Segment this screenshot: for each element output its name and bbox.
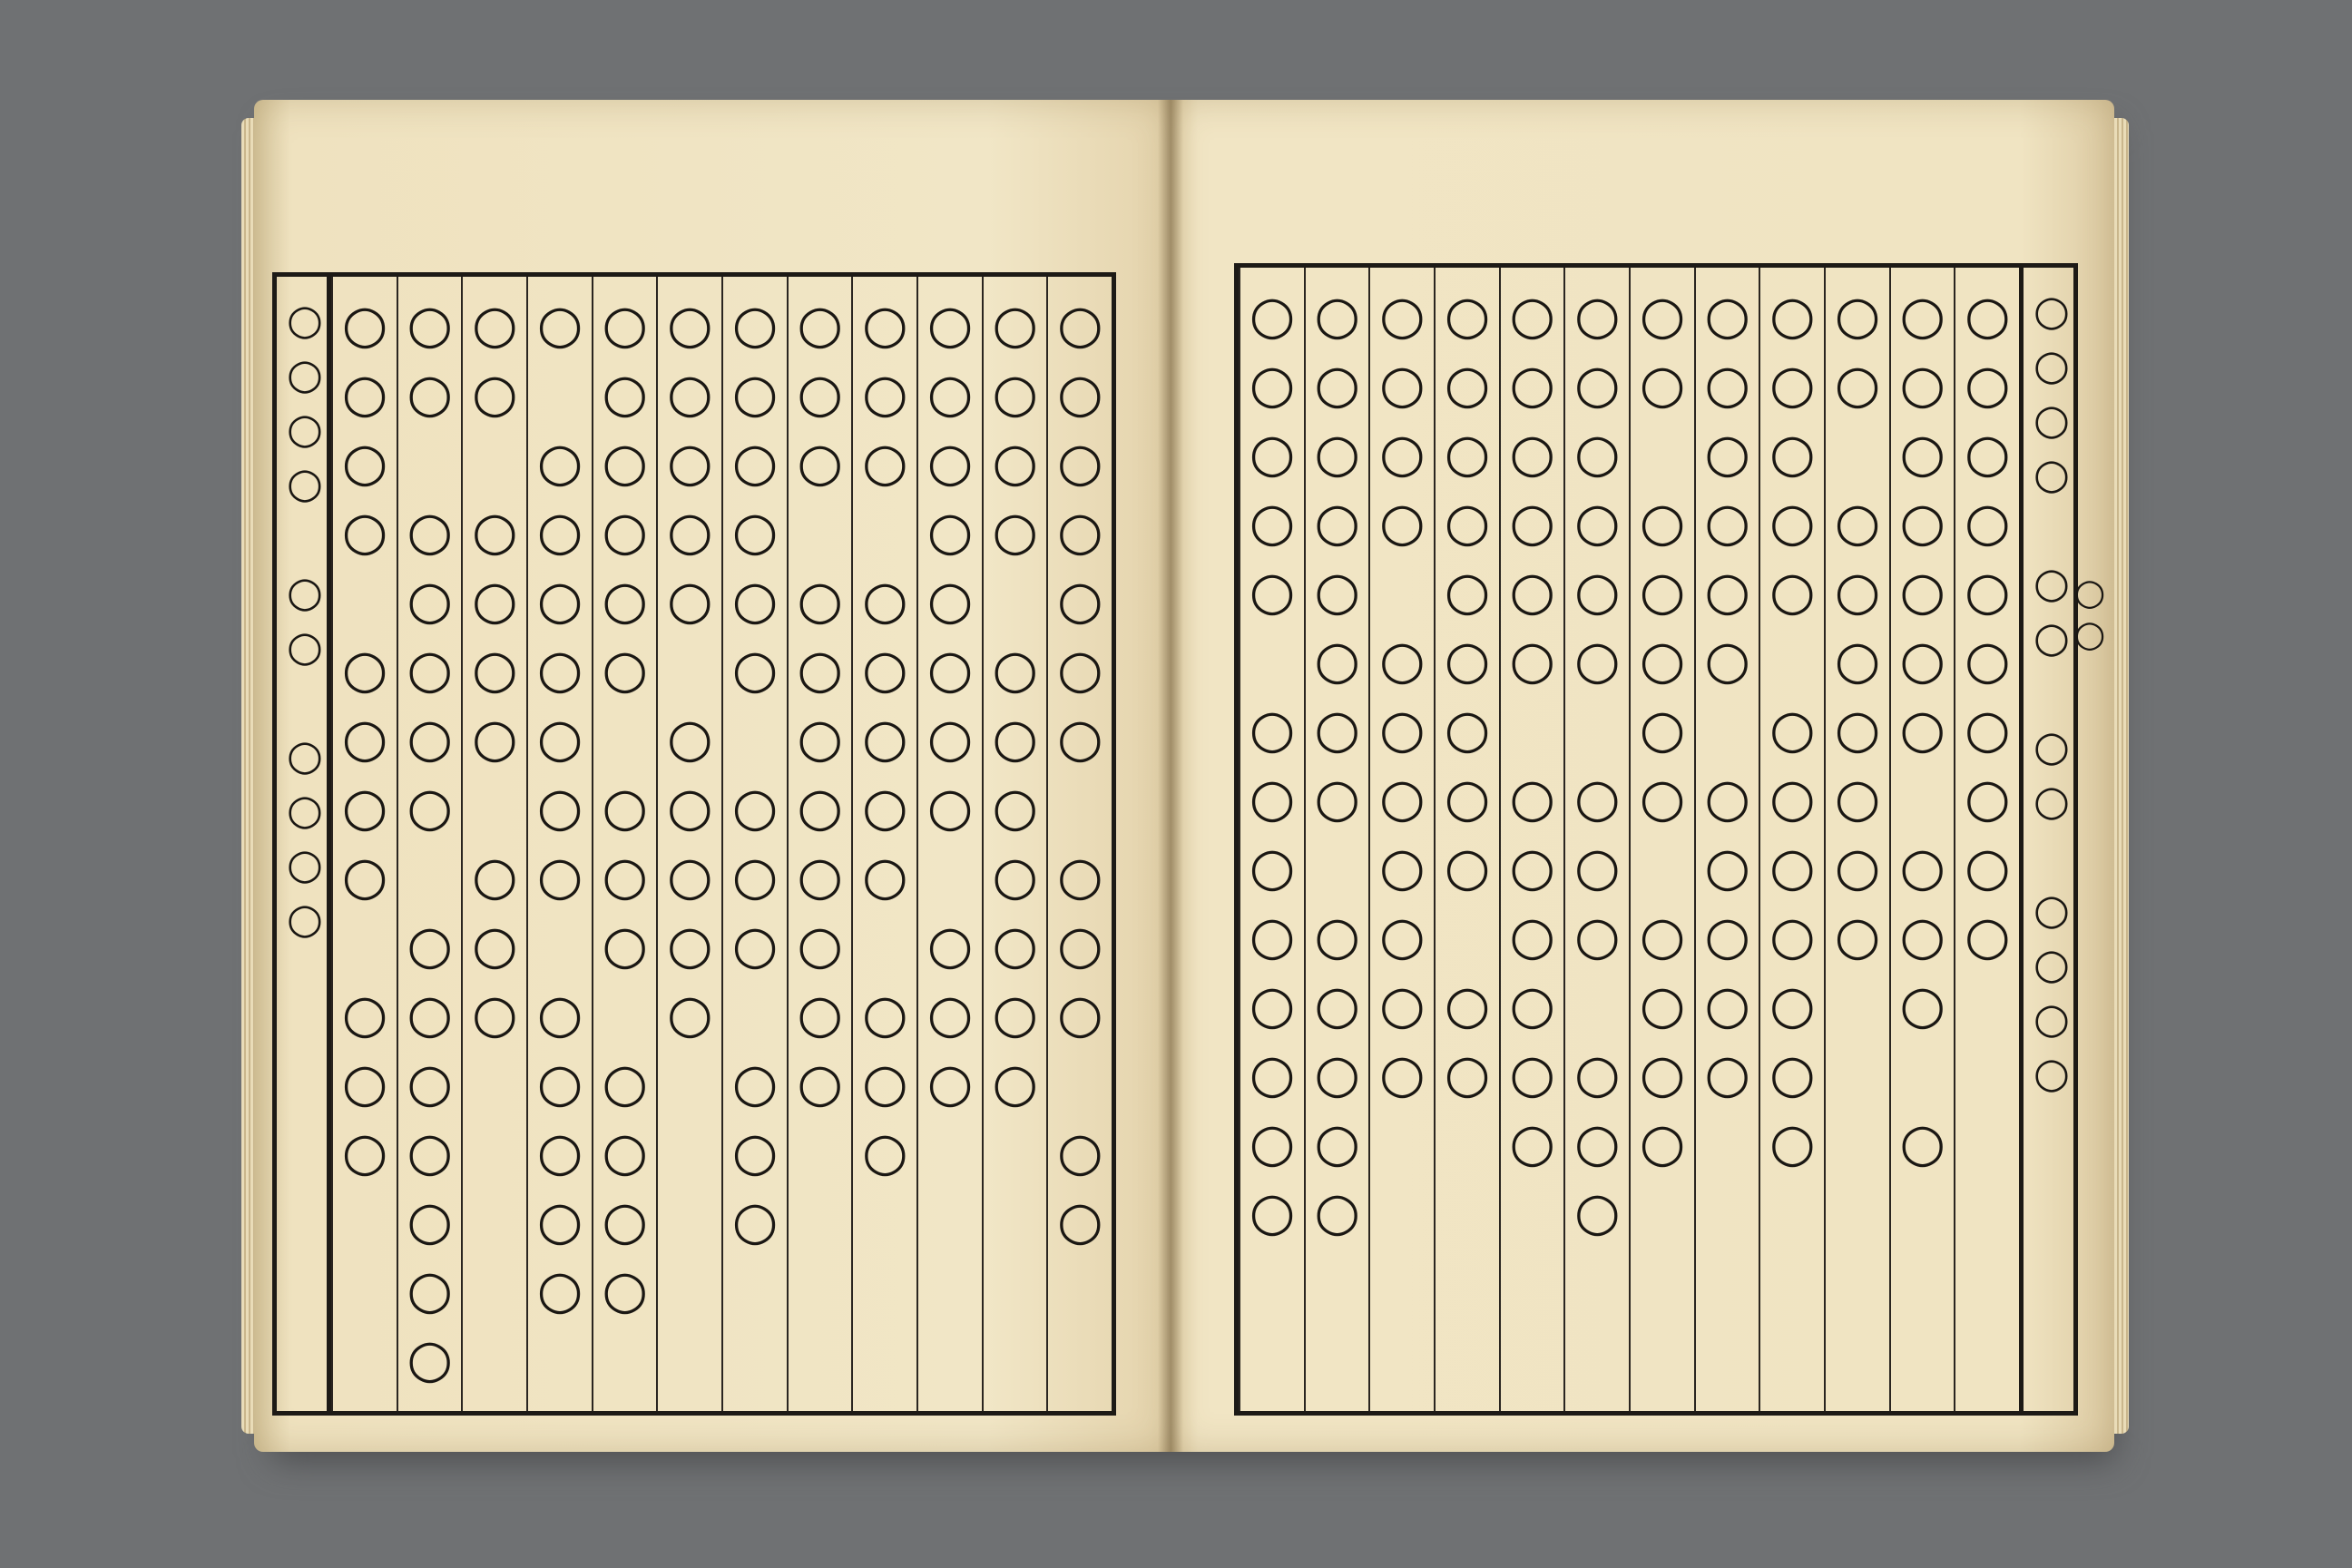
- column-text: ○○○○○○○○○ ○○: [1436, 284, 1498, 1112]
- column-text: ○○○○○○○ ○○○ ○○: [1049, 293, 1112, 1259]
- text-column: [1954, 268, 2019, 1411]
- column-text: ○○○○○○ ○○○○○○: [1501, 284, 1563, 1181]
- right-header-text: ○○○○ ○○ ○○ ○○○○: [2027, 286, 2076, 1102]
- column-text: ○○○○○○ ○○○ ○○○: [1566, 284, 1629, 1250]
- column-text: ○○○○○○○○ ○○○: [919, 293, 981, 1121]
- right-page: [1171, 100, 2114, 1452]
- column-text: ○○○○○ ○○○○○○○: [1761, 284, 1824, 1181]
- column-text: ○○○○○○ ○○○○○: [1696, 284, 1759, 1112]
- column-text: ○○○○○○○ ○○○ ○: [1891, 284, 1954, 1181]
- right-running-header: [2019, 268, 2076, 1411]
- text-column: [1368, 268, 1434, 1411]
- text-column: [1499, 268, 1564, 1411]
- text-column: [1889, 268, 1955, 1411]
- text-column: [461, 277, 526, 1411]
- column-text: ○ ○○○○○○○ ○○○○○: [529, 293, 591, 1328]
- right-text-frame: [1234, 263, 2078, 1416]
- column-text: ○○○○○○ ○○○ ○○○○: [593, 293, 656, 1328]
- column-text: ○○○○○○○○○○: [1956, 284, 2019, 974]
- text-column: [1434, 268, 1499, 1411]
- column-text: ○○○○○○○○ ○○○○○: [1306, 284, 1368, 1250]
- left-running-header: [277, 277, 331, 1411]
- column-text: ○○○○ ○○○○ ○○○: [334, 293, 396, 1190]
- left-page-edges: [241, 118, 254, 1434]
- text-column: [592, 277, 657, 1411]
- text-column: [1694, 268, 1759, 1411]
- text-column: [1759, 268, 1824, 1411]
- column-text: ○○○○○ ○○○○○: [659, 293, 721, 1052]
- left-page: [254, 100, 1171, 1452]
- text-column: [331, 277, 397, 1411]
- column-text: ○○○○ ○○○○○○○: [1371, 284, 1434, 1112]
- text-column: [1239, 268, 1304, 1411]
- text-column: [656, 277, 721, 1411]
- text-column: [1563, 268, 1629, 1411]
- text-column: [982, 277, 1047, 1411]
- column-text: ○○○○ ○○○○○○○: [984, 293, 1046, 1121]
- column-text: ○○○○○ ○○○○○○○○: [1241, 284, 1303, 1250]
- text-column: [397, 277, 462, 1411]
- text-column: [1629, 268, 1694, 1411]
- column-text: ○○ ○○○○○ ○○○○: [1632, 284, 1693, 1181]
- column-text: ○○○ ○○○○○○○○: [789, 293, 851, 1121]
- book-gutter: [1158, 100, 1183, 1452]
- left-header-text: ○○○○ ○○ ○○○○: [280, 295, 329, 948]
- text-column: [787, 277, 852, 1411]
- column-text: ○○○○○○ ○○○ ○○○: [724, 293, 786, 1259]
- left-text-frame: [272, 272, 1116, 1416]
- page-number: ○○: [2069, 572, 2111, 655]
- right-page-edges: [2114, 118, 2129, 1434]
- open-book: [254, 100, 2114, 1452]
- column-text: ○○ ○○○○○○○: [1827, 284, 1888, 974]
- text-column: [1046, 277, 1112, 1411]
- text-column: [526, 277, 592, 1411]
- column-text: ○○ ○○○○○ ○○○○○○○: [398, 293, 461, 1396]
- text-column: [1824, 268, 1889, 1411]
- column-text: ○○ ○○○○ ○○○: [464, 293, 526, 1052]
- text-column: [851, 277, 916, 1411]
- column-text: ○○○ ○○○○○ ○○○: [854, 293, 916, 1190]
- text-column: [1304, 268, 1369, 1411]
- text-column: [721, 277, 787, 1411]
- text-column: [916, 277, 982, 1411]
